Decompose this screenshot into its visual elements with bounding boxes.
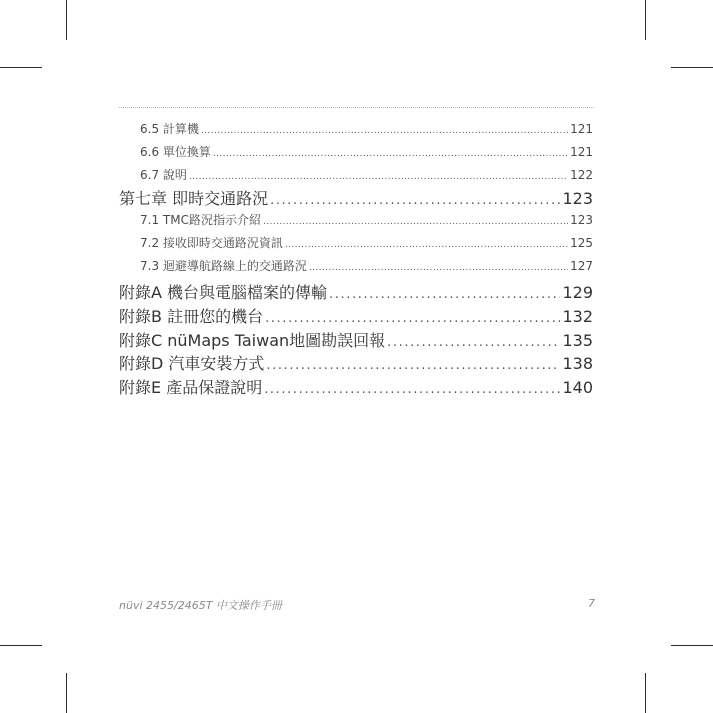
- toc-chapter[interactable]: [119, 186, 593, 209]
- dot-leader: [329, 287, 560, 302]
- toc-entry-title: 6.5 計算機: [140, 122, 199, 136]
- crop-mark-bottom-left-v: [66, 673, 67, 713]
- footer-page-number: 7: [588, 597, 595, 610]
- toc-entry[interactable]: [140, 234, 593, 251]
- toc-entry[interactable]: [140, 120, 593, 137]
- crop-mark-top-left-v: [66, 0, 67, 40]
- toc-entry-title: 附錄A 機台與電腦檔案的傳輸: [119, 283, 328, 302]
- toc-entry-page: 121: [570, 145, 593, 159]
- toc-appendix[interactable]: [119, 375, 593, 398]
- toc-entry-page: 140: [562, 378, 593, 397]
- dot-leader: [309, 263, 568, 273]
- crop-mark-top-right-h: [671, 67, 713, 68]
- toc-appendix[interactable]: [119, 280, 593, 303]
- dot-leader: [270, 193, 560, 208]
- toc-entry-page: 138: [562, 354, 593, 373]
- dot-leader: [201, 126, 568, 136]
- crop-mark-bottom-left-h: [0, 645, 42, 646]
- footer-manual-title: nüvi 2455/2465T 中文操作手冊: [119, 599, 282, 612]
- crop-mark-bottom-right-v: [645, 673, 646, 713]
- crop-mark-top-left-h: [0, 67, 42, 68]
- dot-leader: [265, 311, 560, 326]
- toc-entry-title: 6.7 說明: [140, 168, 187, 182]
- toc-entry-title: 7.2 接收即時交通路況資訊: [140, 236, 283, 250]
- toc-entry-page: 123: [570, 213, 593, 227]
- toc-entry-title: 7.3 迴避導航路線上的交通路況: [140, 259, 307, 273]
- toc-entry-page: 132: [562, 307, 593, 326]
- dot-leader: [285, 240, 568, 250]
- toc-appendix[interactable]: [119, 328, 593, 351]
- toc-entry-title: 6.6 單位換算: [140, 145, 211, 159]
- dot-leader: [387, 335, 560, 350]
- toc-entry[interactable]: [140, 143, 593, 160]
- toc-entry-title: 第七章 即時交通路況: [119, 189, 269, 208]
- toc-entry-title: 附錄C nüMaps Taiwan地圖勘誤回報: [119, 331, 386, 350]
- toc-entry[interactable]: [140, 166, 593, 183]
- toc-entry-page: 122: [570, 168, 593, 182]
- toc-entry-title: 附錄B 註冊您的機台: [119, 307, 264, 326]
- crop-mark-top-right-v: [645, 0, 646, 40]
- toc-entry-page: 135: [562, 331, 593, 350]
- toc-entry-page: 123: [562, 189, 593, 208]
- crop-mark-bottom-right-h: [671, 645, 713, 646]
- toc-entry-page: 121: [570, 122, 593, 136]
- toc-entry-page: 125: [570, 236, 593, 250]
- toc-entry-page: 127: [570, 259, 593, 273]
- dot-leader: [263, 217, 568, 227]
- dot-leader: [264, 382, 560, 397]
- toc-entry-title: 附錄D 汽車安裝方式: [119, 354, 265, 373]
- dot-leader: [213, 149, 568, 159]
- dot-leader: [189, 172, 568, 182]
- toc-entry-title: 7.1 TMC路況指示介紹: [140, 213, 261, 227]
- toc-entry[interactable]: [140, 211, 593, 228]
- top-dotted-rule: [119, 107, 594, 108]
- toc-entry[interactable]: [140, 257, 593, 274]
- dot-leader: [266, 358, 560, 373]
- toc-entry-page: 129: [562, 283, 593, 302]
- toc-appendix[interactable]: [119, 304, 593, 327]
- toc-entry-title: 附錄E 產品保證說明: [119, 378, 263, 397]
- toc-appendix[interactable]: [119, 351, 593, 374]
